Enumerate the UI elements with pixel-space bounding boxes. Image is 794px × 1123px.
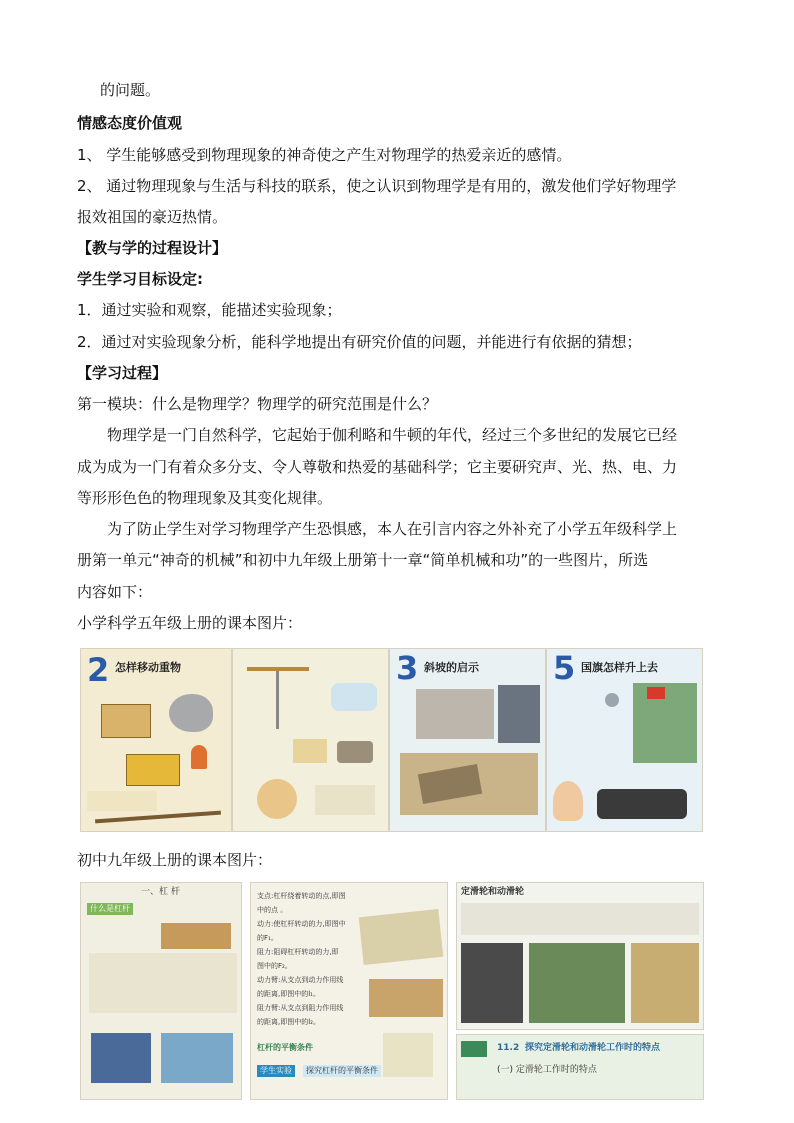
- lesson-number: 3: [396, 649, 419, 687]
- lesson-title: 斜坡的启示: [424, 661, 479, 674]
- speech-bubble: [331, 683, 377, 711]
- lesson-title: 怎样移动重物: [115, 661, 181, 674]
- photo-illustration: [91, 1033, 151, 1083]
- pulley-diagram: [631, 943, 699, 1023]
- text-line: 的问题。: [100, 81, 161, 99]
- stairs-photo: [416, 689, 494, 739]
- heading-process: 【学习过程】: [77, 364, 168, 382]
- textbook-photo: [456, 882, 704, 1030]
- section-title: 探究定滑轮和动滑轮工作时的特点: [525, 1043, 661, 1053]
- text-line: 册第一单元“神奇的机械”和初中九年级上册第十一章“简单机械和功”的一些图片，所选: [77, 551, 649, 569]
- photo-column: [456, 882, 704, 1100]
- textbook-photo: [80, 648, 232, 832]
- definition-line: 动力:使杠杆转动的力,即图中: [257, 920, 346, 928]
- lever-illustration: [95, 811, 221, 824]
- text-line: 2、 通过物理现象与生活与科技的联系，使之认识到物理学是有用的，激发他们学好物理学: [77, 177, 677, 195]
- module-title: 第一模块：什么是物理学？物理学的研究范围是什么？: [77, 395, 438, 413]
- box-label: 学生实验: [257, 1065, 295, 1077]
- pulley-closeup-photo: [597, 789, 687, 819]
- definition-line: 支点:杠杆绕着转动的点,即图: [257, 892, 346, 900]
- child-illustration: [191, 745, 207, 769]
- lever-diagram: [359, 909, 444, 965]
- ramp-photo: [498, 685, 540, 743]
- definition-line: 的距离,即图中的l₁。: [257, 990, 320, 998]
- text-line: 1．通过实验和观察，能描述实验现象；: [77, 301, 342, 319]
- text-line: 内容如下：: [77, 583, 153, 601]
- lesson-number: 2: [87, 651, 110, 689]
- section-subtitle: 什么是杠杆: [87, 903, 133, 915]
- text-line: 1、 学生能够感受到物理现象的神奇使之产生对物理学的热爱亲近的感情。: [77, 146, 572, 164]
- definition-line: 的距离,即图中的l₂。: [257, 1018, 320, 1026]
- pulley-photo: [605, 693, 619, 707]
- textbook-photo: [250, 882, 448, 1100]
- tool-photo: [161, 923, 231, 949]
- text-line: 2．通过对实验现象分析，能科学地提出有研究价值的问题，并能进行有依据的猜想；: [77, 333, 642, 351]
- lesson-number: 5: [553, 649, 576, 687]
- section-number: 11.2: [497, 1043, 520, 1053]
- wood-block-diagram: [369, 979, 443, 1017]
- text-line: 等形形色色的物理现象及其变化规律。: [77, 489, 333, 507]
- balance-stand: [276, 671, 279, 729]
- textbook-photos-primary: [80, 648, 703, 832]
- heading-design: 【教与学的过程设计】: [77, 239, 228, 257]
- definition-line: 中的点 。: [257, 906, 288, 914]
- caption-block: [315, 785, 375, 815]
- box-text: 探究杠杆的平衡条件: [303, 1065, 381, 1077]
- section-title: 定滑轮和动滑轮: [461, 887, 525, 897]
- flagpole-photo: [529, 943, 625, 1023]
- textbook-photo: [80, 882, 242, 1100]
- rock-illustration: [169, 694, 213, 732]
- box-title: 杠杆的平衡条件: [257, 1043, 313, 1052]
- child-illustration: [257, 779, 297, 819]
- textbook-photos-junior: [80, 882, 704, 1100]
- flag-illustration: [647, 687, 665, 699]
- definition-line: 阻力:阻碍杠杆转动的力,即: [257, 948, 339, 956]
- definition-line: 图中的F₂。: [257, 962, 292, 970]
- definition-line: 动力臂:从支点到动力作用线: [257, 976, 344, 984]
- child-illustration: [553, 781, 583, 821]
- caption-block: [87, 791, 157, 811]
- object-photo: [337, 741, 373, 763]
- crate-illustration: [126, 754, 180, 786]
- pulley-photo: [461, 943, 523, 1023]
- photo-illustration: [161, 1033, 233, 1083]
- textbook-photo: [546, 648, 703, 832]
- box-illustration: [101, 704, 151, 738]
- definition-list: [257, 889, 346, 1029]
- text-line: 成为成为一门有着众多分支、令人尊敬和热爱的基础科学；它主要研究声、光、热、电、力: [77, 458, 678, 476]
- definition-line: 的F₁。: [257, 934, 278, 942]
- badge-shape: [461, 1041, 487, 1057]
- caption-primary: 小学科学五年级上册的课本图片：: [77, 614, 303, 632]
- section-subtitle: (一) 定滑轮工作时的特点: [497, 1065, 597, 1075]
- caption-junior: 初中九年级上册的课本图片：: [77, 851, 273, 869]
- definition-line: 阻力臂:从支点到阻力作用线: [257, 1004, 344, 1012]
- section-title: 一、杠 杆: [141, 887, 180, 897]
- note-block: [383, 1033, 433, 1077]
- text-block: [461, 903, 699, 935]
- text-line: 为了防止学生对学习物理学产生恐惧感，本人在引言内容之外补充了小学五年级科学上: [107, 520, 678, 538]
- heading-values: 情感态度价值观: [77, 114, 183, 132]
- object-photo: [293, 739, 327, 763]
- lesson-title: 国旗怎样升上去: [581, 661, 658, 674]
- flag-ceremony-photo: [633, 683, 697, 763]
- textbook-photo: [232, 648, 389, 832]
- text-line: 报效祖国的豪迈热情。: [77, 208, 228, 226]
- text-block: [89, 953, 237, 1013]
- textbook-photo: [456, 1034, 704, 1100]
- text-line: 物理学是一门自然科学，它起始于伽利略和牛顿的年代，经过三个多世纪的发展它已经: [107, 426, 678, 444]
- heading-goals: 学生学习目标设定:: [77, 270, 203, 288]
- textbook-photo: [389, 648, 546, 832]
